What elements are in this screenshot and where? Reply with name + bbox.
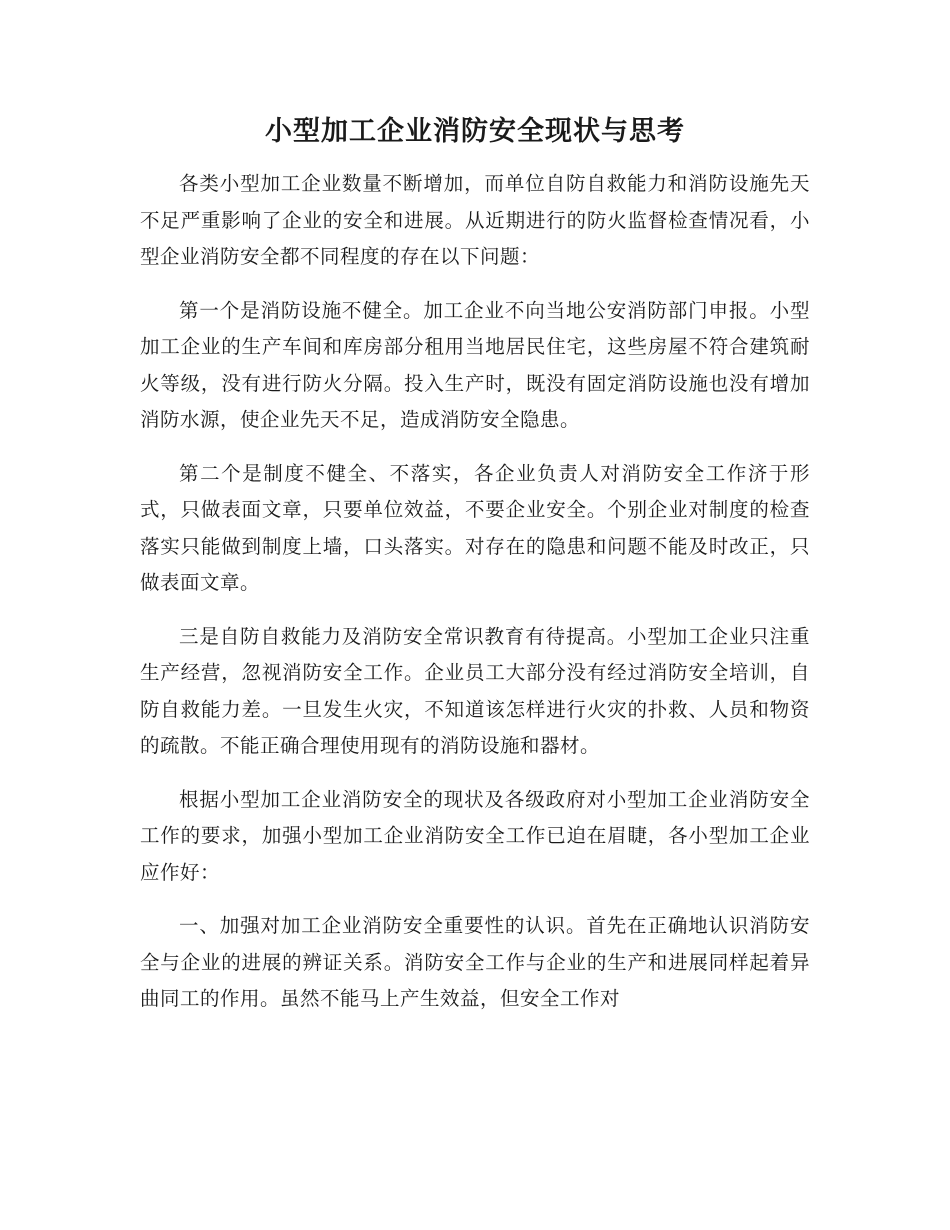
paragraph-measure-one: 一、加强对加工企业消防安全重要性的认识。首先在正确地认识消防安全与企业的进展的辨证关系。消防安全工作与企业的生产和进展同样起着异曲同工的作用。虽然不能马上产生效益，但安全工作对	[140, 914, 810, 1010]
paragraph-requirements: 根据小型加工企业消防安全的现状及各级政府对小型加工企业消防安全工作的要求，加强小型加工企业消防安全工作已迫在眉睫，各小型加工企业应作好：	[140, 787, 810, 884]
paragraph-problem-self-rescue: 三是自防自救能力及消防安全常识教育有待提高。小型加工企业只注重生产经营，忽视消防安全工作。企业员工大部分没有经过消防安全培训，自防自救能力差。一旦发生火灾，不知道该怎样进行火灾的扑救、人员和物资的疏散。不能正确合理使用现有的消防设施和器材。	[140, 624, 810, 757]
paragraph-problem-facilities: 第一个是消防设施不健全。加工企业不向当地公安消防部门申报。小型加工企业的生产车间和库房部分租用当地居民住宅，这些房屋不符合建筑耐火等级，没有进行防火分隔。投入生产时，既没有固定消防设施也没有增加消防水源，使企业先天不足，造成消防安全隐患。	[140, 298, 810, 431]
document-body	[140, 108, 810, 1035]
paragraph-intro: 各类小型加工企业数量不断增加，而单位自防自救能力和消防设施先天不足严重影响了企业的安全和进展。从近期进行的防火监督检查情况看，小型企业消防安全都不同程度的存在以下问题：	[140, 172, 810, 268]
paragraph-problem-regulations: 第二个是制度不健全、不落实，各企业负责人对消防安全工作济于形式，只做表面文章，只要单位效益，不要企业安全。个别企业对制度的检查落实只能做到制度上墙，口头落实。对存在的隐患和问题不能及时改正，只做表面文章。	[140, 461, 810, 594]
document-title: 小型加工企业消防安全现状与思考	[265, 116, 685, 147]
